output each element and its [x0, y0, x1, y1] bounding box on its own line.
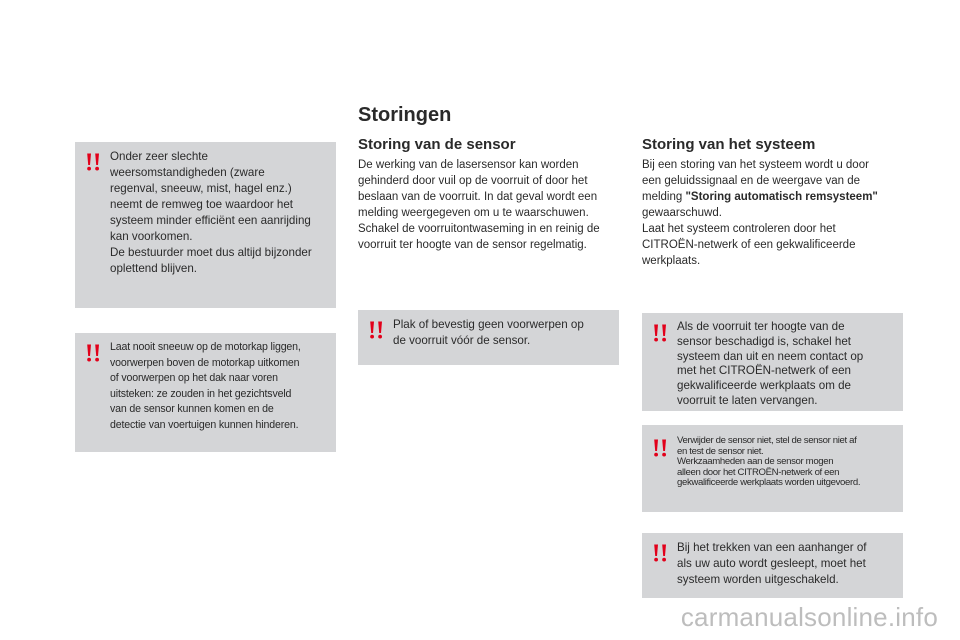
warning-text-windscreen: Als de voorruit ter hoogte van de sensor beschadigd is, schakel het systeem dan uit en neem contact op met het CITROËN-netwerk of een gekwalificeerde werkplaats om de voorruit te laten vervangen.	[677, 320, 864, 407]
section-heading-system: Storing van het systeem	[642, 136, 816, 153]
page-title: Storingen	[358, 104, 452, 126]
warning-exclamation-icon	[650, 438, 670, 458]
warning-exclamation-icon	[83, 343, 103, 363]
warning-text-sticker: Plak of bevestig geen voorwerpen op de voorruit vóór de sensor.	[393, 318, 584, 347]
section-body-system	[642, 157, 912, 269]
system-body-part2: gewaarschuwd. Laat het systeem controleren door het CITROËN-netwerk of een gekwalificeerde werkplaats.	[642, 207, 856, 267]
system-body-part1: Bij een storing van het systeem wordt u door een geluidssignaal en de weergave van de melding	[642, 159, 869, 203]
watermark: carmanualsonline.info	[680, 602, 938, 632]
section-body-sensor: De werking van de lasersensor kan worden gehinderd door vuil op de voorruit of door het beslaan van de voorruit. In dat geval wordt een melding weergegeven om u te waarschuwen. Schakel de voorruitontwaseming in en reinig de voorruit ter hoogte van de sensor regelmatig.	[358, 159, 600, 251]
warning-exclamation-icon	[366, 320, 386, 340]
warning-text-remove: Verwijder de sensor niet, stel de sensor niet af en test de sensor niet. Werkzaamheden aan de sensor mogen alleen door het CITROËN-netwerk of een gekwalificeerde werkplaats worden uitgevoerd.	[677, 435, 861, 489]
warning-exclamation-icon	[650, 543, 670, 563]
warning-text-weather: Onder zeer slechte weersomstandigheden (zware regenval, sneeuw, mist, hagel enz.) neemt de remweg toe waardoor het systeem minder efficiënt een aanrijding kan voorkomen. De bestuurder moet dus altijd bijzonder oplettend blijven.	[110, 150, 312, 275]
warning-text-trailer: Bij het trekken van een aanhanger of als uw auto wordt gesleept, moet het systeem worden uitgeschakeld.	[677, 541, 867, 586]
warning-box-trailer	[642, 533, 903, 598]
section-heading-sensor: Storing van de sensor	[358, 136, 516, 153]
warning-box-windscreen	[642, 313, 903, 411]
warning-box-snow	[75, 333, 336, 452]
warning-exclamation-icon	[650, 323, 670, 343]
warning-box-remove	[642, 425, 903, 512]
warning-box-sticker	[358, 310, 619, 365]
warning-box-weather	[75, 142, 336, 308]
warning-text-snow: Laat nooit sneeuw op de motorkap liggen, voorwerpen boven de motorkap uitkomen of voorwerpen op het dak naar voren uitsteken: ze zouden in het gezichtsveld van de sensor kunnen komen en de detectie van voertuigen kunnen hinderen.	[110, 341, 301, 431]
system-message-name: "Storing automatisch remsysteem"	[685, 191, 878, 203]
warning-exclamation-icon	[83, 152, 103, 172]
